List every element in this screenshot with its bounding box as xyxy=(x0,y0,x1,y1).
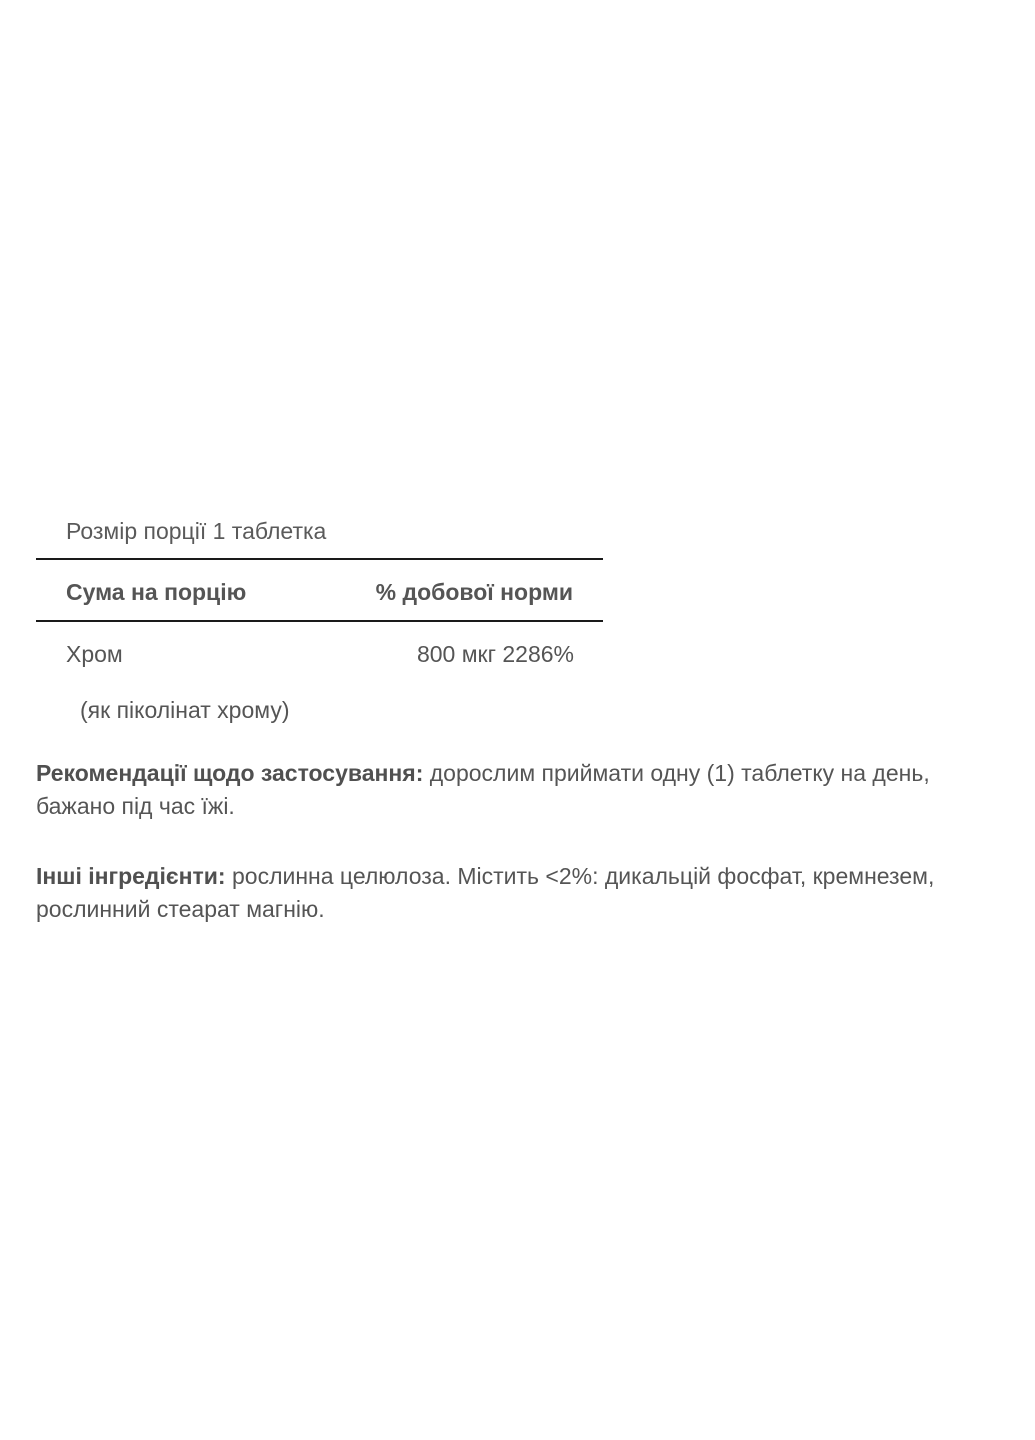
nutrient-name: Хром xyxy=(66,641,123,667)
nutrient-amount-dv: 800 мкг 2286% xyxy=(416,641,574,667)
header-amount-per-serving: Сума на порцію xyxy=(66,579,247,605)
directions-label: Рекомендації щодо застосування: xyxy=(36,760,424,786)
serving-size: Розмір порції 1 таблетка xyxy=(66,518,327,544)
directions-text: дорослим приймати одну (1) таблетку на день, бажано під час їжі. xyxy=(36,760,930,819)
other-ingredients-text: рослинна целюлоза. Містить <2%: дикальцій фосфат, кремнезем, рослинний стеарат магнію. xyxy=(36,863,935,922)
other-ingredients-label: Інші інгредієнти: xyxy=(36,863,226,889)
header-daily-value: % добової норми xyxy=(375,579,573,605)
other-ingredients-paragraph xyxy=(36,860,1011,926)
nutrient-note: (як піколінат хрому) xyxy=(80,697,290,723)
divider-header xyxy=(36,620,603,622)
divider-top xyxy=(36,558,603,560)
directions-paragraph xyxy=(36,757,1011,823)
